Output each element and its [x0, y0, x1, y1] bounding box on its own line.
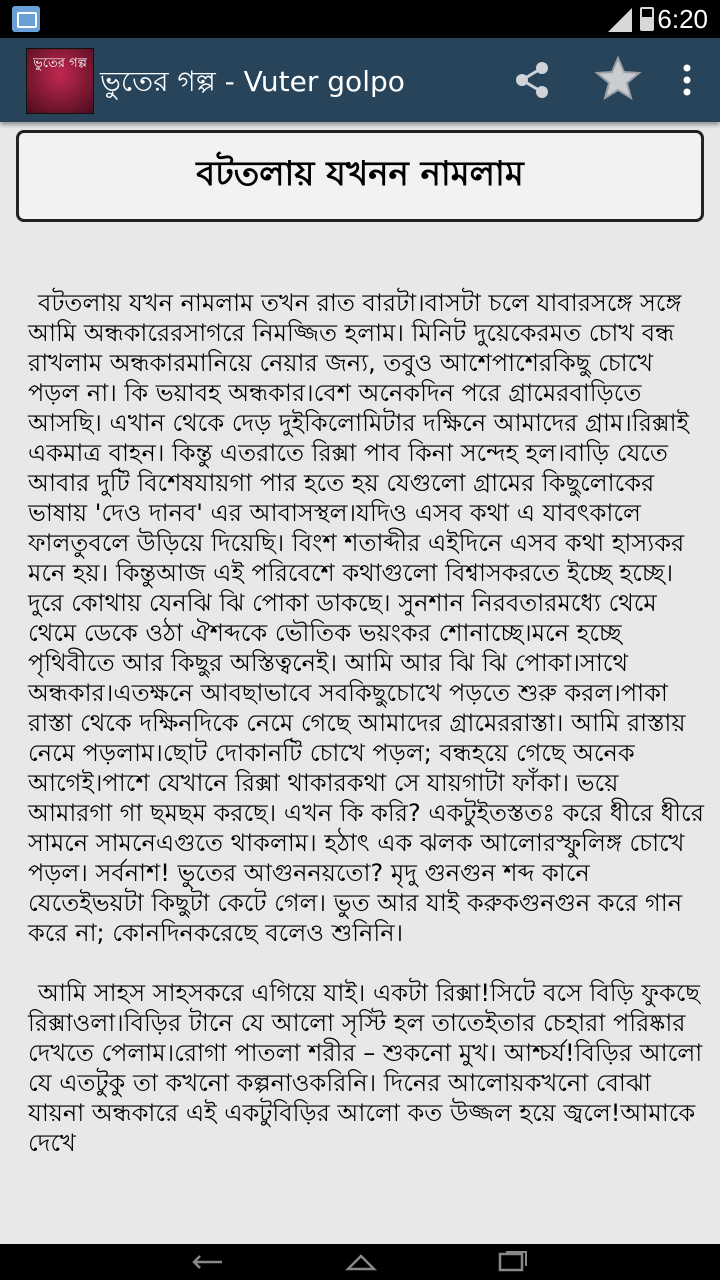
share-icon — [510, 58, 554, 102]
favorite-button[interactable] — [594, 54, 642, 102]
overflow-menu-button[interactable] — [672, 60, 702, 100]
story-body — [28, 288, 704, 1188]
story-paragraph: বটতলায় যখন নামলাম তখন রাত বারটা।বাসটা চলে যাবারসঙ্গে সঙ্গে আমি অন্ধকারেরসাগরে নিমজ্জিত হলাম। মিনিট দুয়েকেরমত চোখ বন্ধ রাখলাম অন্ধকারমানিয়ে নেয়ার জন্য, তবুও আশেপাশেরকিছু চোখে পড়ল না। কি ভয়াবহ অন্ধকার।বেশ অনেকদিন পরে গ্রামেরবাড়িতে আসছি। এখান থেকে দেড় দুইকিলোমিটার দক্ষিনে আমাদের গ্রাম।রিক্সাই একমাত্র বাহন। কিন্তু এতরাতে রিক্সা পাব কিনা সন্দেহ হল।বাড়ি যেতে আবার দুটি বিশেষযায়গা পার হতে হয় যেগুলো গ্রামের কিছুলোকের ভাষায় 'দেও দানব' এর আবাসস্থল।যদিও এসব কথা এ যাবৎকালে ফালতুবলে উড়িয়ে দিয়েছি। বিংশ শতাব্দীর এইদিনে এসব কথা হাস্যকর মনে হয়। কিন্তুআজ এই পরিবেশে কথাগুলো বিশ্বাসকরতে ইচ্ছে হচ্ছে। দুরে কোথায় যেনঝি ঝি পোকা ডাকছে। সুনশান নিরবতারমধ্যে থেমে থেমে ডেকে ওঠা ঐশব্দকে ভৌতিক ভয়ংকর শোনাচ্ছে।মনে হচ্ছে পৃথিবীতে আর কিছুর অস্তিত্বনেই। আমি আর ঝি ঝি পোকা।সাথে অন্ধকার।এতক্ষনে আবছাভাবে সবকিছুচোখে পড়তে শুরু করল।পাকা রাস্তা থেকে দক্ষিনদিকে নেমে গেছে আমাদের গ্রামেররাস্তা। আমি রাস্তায় নেমে পড়লাম।ছোট দোকানটি চোখে পড়ল; বন্ধহয়ে গেছে অনেক আগেই।পাশে যেখানে রিক্সা থাকারকথা সে যায়গাটা ফাঁকা। ভয়ে আমারগা গা ছমছম করছে। এখন কি করি? একটুইতস্ততঃ করে ধীরে ধীরে সামনে সামনেএগুতে থাকলাম। হঠাৎ এক ঝলক আলোরস্ফুলিঙ্গ চোখে পড়ল। সর্বনাশ! ভুতের আগুননয়তো? মৃদু গুনগুন শব্দ কানে যেতেইভয়টা কিছুটা কেটে গেল। ভুত আর যাই করুকগুনগুন করে গান করে না; কোনদিনকরেছে বলেও শুনিনি। — [28, 289, 704, 947]
status-bar — [0, 0, 720, 38]
story-paragraph: আমি সাহস সাহসকরে এগিয়ে যাই। একটা রিক্সা!সিটে বসে বিড়ি ফুকছে রিক্সাওলা।বিড়ির টানে যে আলো সৃস্টি হল তাতেইতার চেহারা পরিষ্কার দেখতে পেলাম।রোগা পাতলা শরীর – শুকনো মুখ। আশ্চর্য!বিড়ির আলো যে এতটুকু তা কখনো কল্পনাওকরিনি। দিনের আলোয়কখনো বোঝা যায়না অন্ধকারে এই একটুবিড়ির আলো কত উজ্জল হয়ে জ্বলে!আমাকে দেখে — [28, 979, 703, 1157]
signal-icon — [608, 8, 632, 32]
back-button[interactable] — [192, 1252, 228, 1272]
app-title: ভুতের গল্প - Vuter golpo — [100, 65, 405, 98]
recent-apps-icon — [496, 1250, 530, 1274]
navigation-bar — [0, 1244, 720, 1280]
back-icon — [192, 1252, 228, 1272]
recent-apps-button[interactable] — [496, 1250, 530, 1274]
action-bar — [0, 38, 720, 122]
notification-app-icon — [12, 6, 40, 32]
star-icon — [594, 54, 642, 102]
story-title: বটতলায় যখনন নামলাম — [196, 153, 524, 194]
home-icon — [344, 1252, 378, 1272]
app-logo[interactable]: ভুতের গল্প — [26, 48, 94, 114]
status-time: 6:20 — [657, 4, 708, 34]
home-button[interactable] — [344, 1252, 378, 1272]
overflow-menu-icon — [672, 60, 702, 100]
battery-icon — [640, 7, 654, 31]
share-button[interactable] — [510, 58, 554, 102]
story-title-box — [16, 130, 704, 222]
story-content[interactable] — [0, 122, 720, 1244]
